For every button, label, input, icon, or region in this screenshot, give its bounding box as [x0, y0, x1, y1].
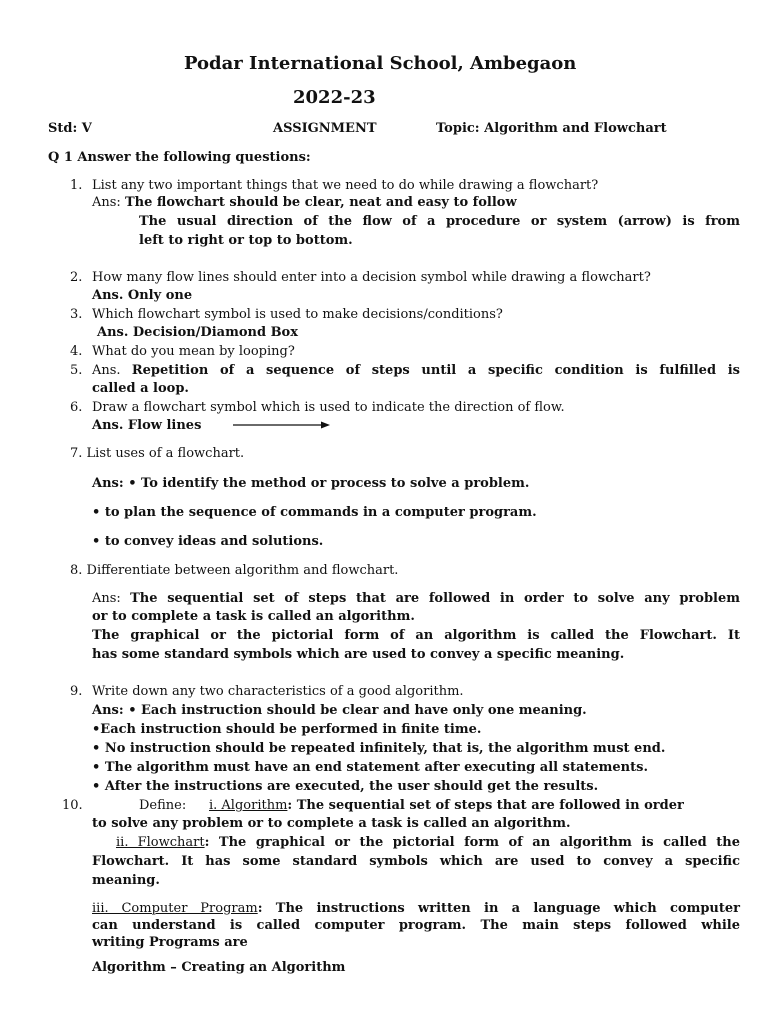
define-label: Define: [139, 798, 187, 813]
answer-7-line1 [92, 476, 529, 492]
algorithm-step: Algorithm – Creating an Algorithm [92, 960, 346, 975]
answer-prefix: Ans: [92, 195, 125, 210]
bullet-item: • The algorithm must have an end statement after executing all statements. [92, 760, 648, 775]
answer-1a: The flowchart should be clear, neat and easy to follow [124, 195, 517, 210]
answer-8-line2: or to complete a task is called an algorithm. [92, 609, 415, 624]
answer-1b-cont: left to right or top to bottom. [139, 233, 353, 248]
term-algorithm: i. Algorithm [209, 798, 288, 813]
answer-8-line4: has some standard symbols which are used to convey a specific meaning. [92, 647, 625, 662]
question-number: 3. [70, 307, 83, 322]
question-number: 4. [70, 344, 83, 359]
definition-text: : The sequential set of steps that are followed in order [287, 798, 684, 813]
answer-5 [92, 363, 740, 379]
definition-text: : The graphical or the pictorial form of an algorithm is called the [204, 835, 740, 850]
answer-5-text: Repetition of a sequence of steps until a specific condition is fulfilled is [131, 363, 740, 378]
definition-program-cont: can understand is called computer program. The main steps followed while [92, 918, 740, 933]
answer-prefix: Ans. [92, 363, 132, 378]
answer-prefix: Ans: [92, 476, 129, 491]
definition-program-cont: writing Programs are [92, 935, 248, 950]
question-9: Write down any two characteristics of a good algorithm. [92, 684, 464, 699]
bullet-item: • After the instructions are executed, the user should get the results. [92, 779, 599, 794]
definition-flowchart [116, 835, 740, 851]
question-number: 6. [70, 400, 83, 415]
answer-9-line1 [92, 703, 587, 719]
term-flowchart: ii. Flowchart [116, 835, 205, 850]
answer-prefix: Ans: [92, 703, 129, 718]
answer-1b: The usual direction of the flow of a procedure or system (arrow) is from [139, 214, 740, 229]
answer-8-line1 [92, 591, 740, 607]
answer-5-cont: called a loop. [92, 381, 189, 396]
question-number: 10. [62, 798, 83, 813]
term-computer-program: iii. Computer Program [92, 901, 258, 916]
question-1: List any two important things that we need to do while drawing a flowchart? [92, 178, 599, 193]
question-4: What do you mean by looping? [92, 344, 295, 359]
definition-program [92, 901, 740, 917]
bullet-item: • To identify the method or process to solve a problem. [128, 476, 530, 491]
section-heading: Q 1 Answer the following questions: [48, 150, 311, 165]
definition-flowchart-cont: Flowchart. It has some standard symbols which are used to convey a specific [92, 854, 740, 869]
definition-text: : The instructions written in a language which computer [257, 901, 741, 916]
question-number: 9. [70, 684, 83, 699]
definition-flowchart-cont: meaning. [92, 873, 160, 888]
bullet-item: • to convey ideas and solutions. [92, 534, 324, 549]
bullet-item: • Each instruction should be clear and have only one meaning. [128, 703, 587, 718]
question-number: 2. [70, 270, 83, 285]
question-6: Draw a flowchart symbol which is used to indicate the direction of flow. [92, 400, 565, 415]
academic-year: 2022-23 [293, 87, 376, 108]
question-number: 1. [70, 178, 83, 193]
answer-prefix: Ans: [92, 591, 131, 606]
bullet-item: •Each instruction should be performed in finite time. [92, 722, 482, 737]
answer-1-line [92, 195, 517, 211]
definition-algorithm [209, 798, 684, 814]
bullet-item: • No instruction should be repeated infinitely, that is, the algorithm must end. [92, 741, 666, 756]
bullet-item: • to plan the sequence of commands in a computer program. [92, 505, 537, 520]
answer-2: Ans. Only one [92, 288, 193, 303]
answer-8-text: The sequential set of steps that are followed in order to solve any problem [130, 591, 741, 606]
definition-algorithm-cont: to solve any problem or to complete a task is called an algorithm. [92, 816, 571, 831]
question-2: How many flow lines should enter into a decision symbol while drawing a flowchart? [92, 270, 651, 285]
question-8: 8. Differentiate between algorithm and flowchart. [70, 563, 399, 578]
school-name: Podar International School, Ambegaon [184, 53, 577, 74]
question-3: Which flowchart symbol is used to make decisions/conditions? [92, 307, 503, 322]
answer-6: Ans. Flow lines [92, 418, 202, 433]
question-7: 7. List uses of a flowchart. [70, 446, 245, 461]
std-label: Std: V [48, 121, 92, 136]
assignment-label: ASSIGNMENT [273, 121, 377, 136]
flow-line-arrow-icon [233, 421, 331, 429]
question-number: 5. [70, 363, 83, 378]
answer-3: Ans. Decision/Diamond Box [97, 325, 298, 340]
answer-8-line3: The graphical or the pictorial form of an algorithm is called the Flowchart. It [92, 628, 740, 643]
topic-label: Topic: Algorithm and Flowchart [436, 121, 667, 136]
